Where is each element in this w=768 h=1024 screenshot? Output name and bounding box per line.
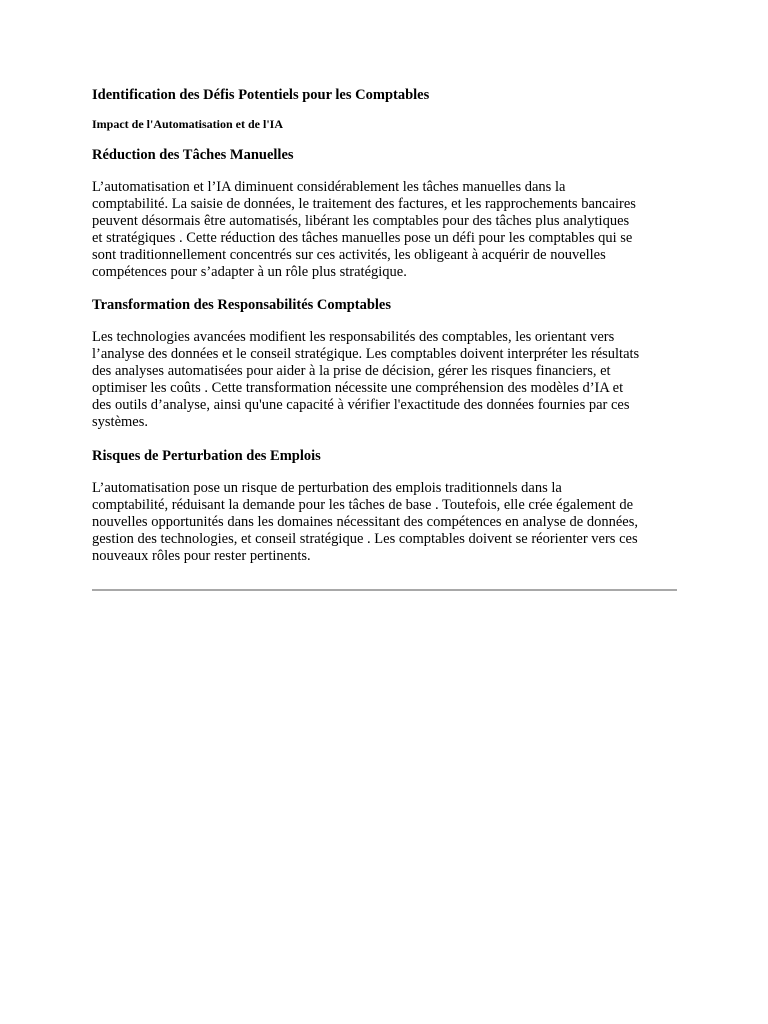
horizontal-divider bbox=[92, 589, 677, 591]
section-heading: Transformation des Responsabilités Comptables bbox=[92, 297, 392, 314]
section-paragraph bbox=[92, 329, 678, 430]
paragraph-line: peuvent désormais être automatisés, libérant les comptables pour des tâches plus analytiques bbox=[92, 212, 630, 229]
paragraph-line: nouvelles opportunités dans les domaines nécessitant des compétences en analyse de données, bbox=[92, 513, 639, 530]
paragraph-line: sont traditionnellement concentrés sur ces activités, les obligeant à acquérir de nouvelles bbox=[92, 246, 606, 263]
section-reduction bbox=[92, 146, 678, 280]
paragraph-line: optimiser les coûts . Cette transformation nécessite une compréhension des modèles d’IA et bbox=[92, 380, 624, 397]
document-subtitle: Impact de l'Automatisation et de l'IA bbox=[92, 117, 283, 131]
section-transformation bbox=[92, 296, 678, 430]
paragraph-line: compétences pour s’adapter à un rôle plus stratégique. bbox=[92, 263, 407, 280]
paragraph-line: comptabilité. La saisie de données, le traitement des factures, et les rapprochements bancaires bbox=[92, 195, 636, 212]
section-heading: Réduction des Tâches Manuelles bbox=[92, 147, 294, 163]
paragraph-line: comptabilité, réduisant la demande pour les tâches de base . Toutefois, elle crée également de bbox=[92, 496, 634, 513]
paragraph-line: gestion des technologies, et conseil stratégique . Les comptables doivent se réorienter vers ces bbox=[92, 530, 638, 547]
paragraph-line: L’automatisation pose un risque de perturbation des emplois traditionnels dans la bbox=[92, 479, 562, 496]
paragraph-line: des outils d’analyse, ainsi qu'une capacité à vérifier l'exactitude des données fournies par ces bbox=[92, 397, 630, 414]
document-body bbox=[92, 86, 678, 580]
document-title: Identification des Défis Potentiels pour les Comptables bbox=[92, 87, 430, 103]
section-heading: Risques de Perturbation des Emplois bbox=[92, 447, 321, 464]
section-paragraph bbox=[92, 179, 678, 280]
paragraph-line: et stratégiques . Cette réduction des tâches manuelles pose un défi pour les comptables qui se bbox=[92, 229, 633, 246]
paragraph-line: des analyses automatisées pour aider à la prise de décision, gérer les risques financiers, et bbox=[92, 363, 611, 380]
section-paragraph bbox=[92, 480, 678, 565]
section-risques bbox=[92, 447, 678, 565]
paragraph-line: L’automatisation et l’IA diminuent considérablement les tâches manuelles dans la bbox=[92, 179, 566, 195]
paragraph-line: systèmes. bbox=[92, 413, 148, 430]
paragraph-line: l’analyse des données et le conseil stratégique. Les comptables doivent interpréter les résultats bbox=[92, 346, 640, 363]
paragraph-line: Les technologies avancées modifient les responsabilités des comptables, les orientant vers bbox=[92, 329, 615, 346]
paragraph-line: nouveaux rôles pour rester pertinents. bbox=[92, 547, 311, 564]
